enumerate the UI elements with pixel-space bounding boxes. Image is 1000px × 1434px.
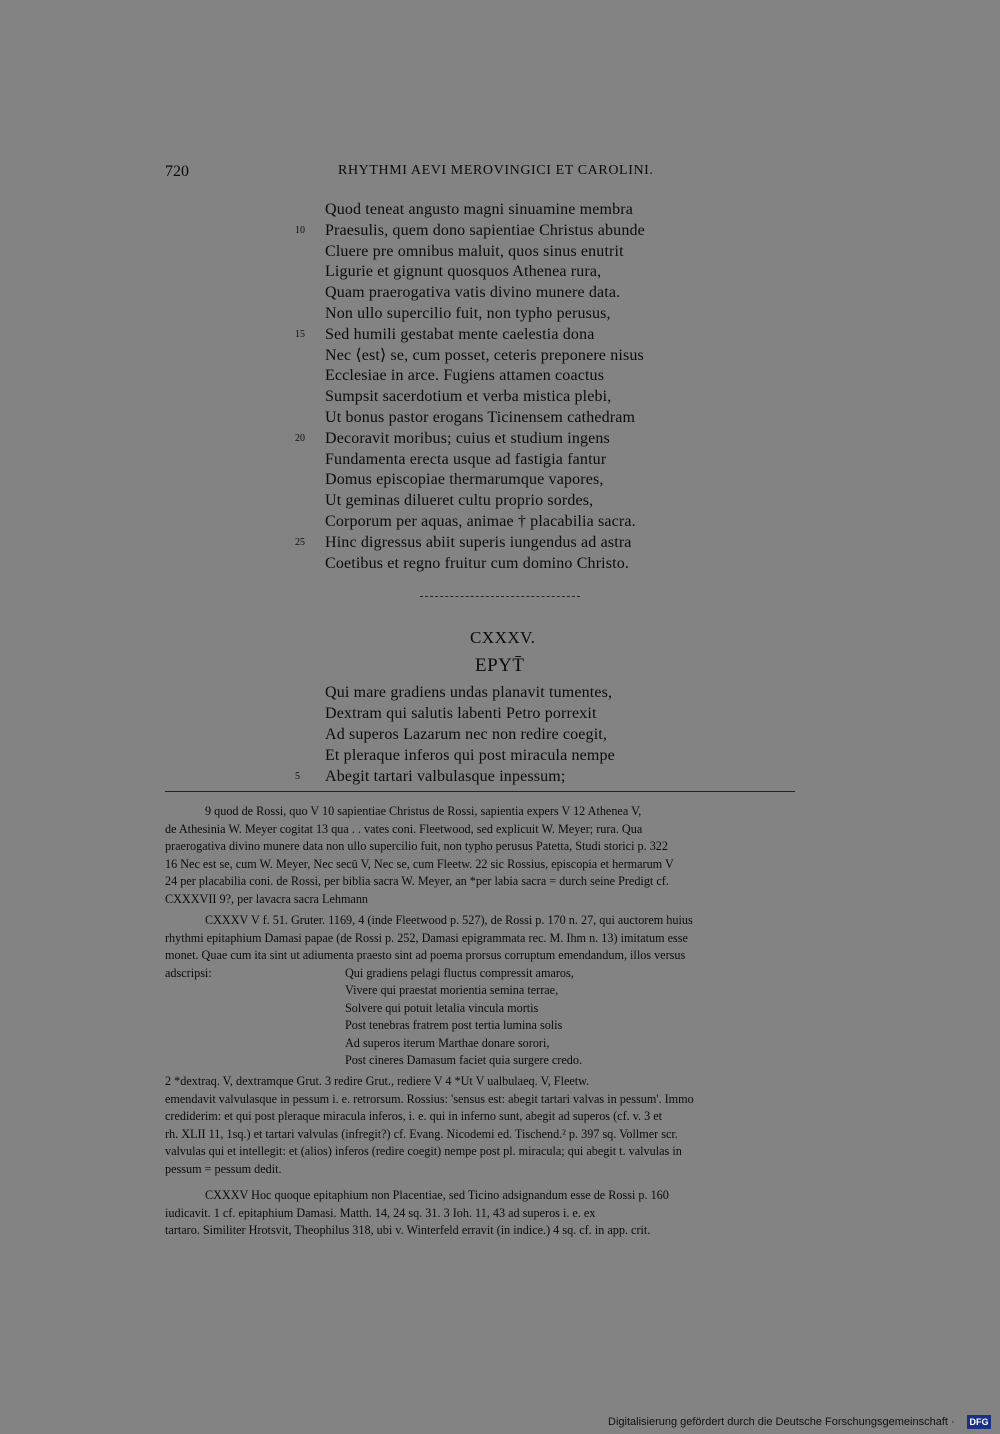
dfg-logo: DFG xyxy=(967,1415,991,1429)
note-line: 9 quod de Rossi, quo V 10 sapientiae Christus de Rossi, sapientia expers V 12 Athenea V, xyxy=(205,804,642,818)
note-line: monet. Quae cum ita sint ut adiumenta praesto sint ad poema prorsus corruptum emendandum, illos versus xyxy=(165,948,686,962)
note-line: 16 Nec est se, cum W. Meyer, Nec secū V, Nec se, cum Fleetw. 22 sic Rossius, episcopia et hermarum V xyxy=(165,856,674,871)
note-line: iudicavit. 1 cf. epitaphium Damasi. Matth. 14, 24 sq. 31. 3 Ioh. 11, 43 ad superos i. e. ex xyxy=(165,1205,596,1220)
note-line: crediderim: et qui post pleraque miracula inferos, i. e. qui in inferno sunt, abegit ad superos (cf. v. 3 et xyxy=(165,1109,663,1123)
note-line: CXXXVII 9?, per lavacra sacra Lehmann xyxy=(165,891,369,906)
verse-line: Quod teneat angusto magni sinuamine membra xyxy=(325,201,634,218)
verse-line: Quam praerogativa vatis divino munere data. xyxy=(325,284,621,302)
verse-line: Coetibus et regno fruitur cum domino Christo. xyxy=(325,554,630,572)
verse-line: Ecclesiae in arce. Fugiens attamen coactus xyxy=(325,367,605,385)
verse-line: Non ullo supercilio fuit, non typho perusus, xyxy=(325,305,611,322)
line-number: 25 xyxy=(295,536,305,548)
apparatus-notes-2 xyxy=(165,912,837,1070)
note-line: 24 per placabilia coni. de Rossi, per biblia sacra W. Meyer, an *per labia sacra = durch seine Predigt cf. xyxy=(165,874,669,888)
note-line: pessum = pessum dedit. xyxy=(165,1161,282,1176)
note-line: valvulas qui et intellegit: et (alios) inferos (redire coegit) nempe post pl. miracula; qui abegit t. valvulas in xyxy=(165,1144,682,1158)
note-line: 2 *dextraq. V, dextramque Grut. 3 redire Grut., rediere V 4 *Ut V ualbulaeq. V, Fleetw. xyxy=(165,1074,590,1088)
verse-line: Decoravit moribus; cuius et studium ingens xyxy=(325,429,610,447)
line-number: 20 xyxy=(295,432,305,444)
verse-line: Corporum per aquas, animae † placabilia sacra. xyxy=(325,513,636,530)
section-separator xyxy=(420,596,580,597)
quoted-verse: Post cineres Damasum faciet quia surgere credo. xyxy=(345,1053,583,1067)
running-title: RHYTHMI AEVI MEROVINGICI ET CAROLINI. xyxy=(338,163,654,178)
quoted-verse: Vivere qui praestat morientia semina terrae, xyxy=(345,983,559,997)
line-number: 5 xyxy=(295,771,300,782)
note-line: tartaro. Similiter Hrotsvit, Theophilus 318, ubi v. Winterfeld erravit (in indice.) 4 sq. cf. in app. crit. xyxy=(165,1223,651,1237)
quoted-verse: Qui gradiens pelagi fluctus compressit amaros, xyxy=(345,965,574,980)
line-number: 10 xyxy=(295,224,305,236)
verse-line: Dextram qui salutis labenti Petro porrexit xyxy=(325,705,597,722)
note-line: de Athesinia W. Meyer cogitat 13 qua . . vates coni. Fleetwood, sed explicuit W. Meyer; rura. Qua xyxy=(165,821,643,836)
apparatus-notes-3 xyxy=(165,1073,837,1178)
note-line: CXXXV Hoc quoque epitaphium non Placentiae, sed Ticino adsignandum esse de Rossi p. 160 xyxy=(205,1188,669,1202)
verse-line: Domus episcopiae thermarumque vapores, xyxy=(325,471,604,489)
note-line: rhythmi epitaphium Damasi papae (de Rossi p. 252, Damasi epigrammata rec. M. Ihm n. 13) imitatum esse xyxy=(165,930,688,945)
apparatus-notes-1 xyxy=(165,803,837,908)
verse-line: Qui mare gradiens undas planavit tumentes, xyxy=(325,684,613,701)
verse-line: Praesulis, quem dono sapientiae Christus abunde xyxy=(325,221,645,239)
verse-line: Ut geminas dilueret cultu proprio sordes, xyxy=(325,492,594,510)
verse-line: Abegit tartari valbulasque inpessum; xyxy=(325,768,566,785)
footer-credit: Digitalisierung gefördert durch die Deutsche Forschungsgemeinschaft · xyxy=(608,1416,955,1428)
verse-line: Hinc digressus abiit superis iungendus ad astra xyxy=(325,533,632,551)
verse-line: Sed humili gestabat mente caelestia dona xyxy=(325,325,595,343)
verse-line: Ut bonus pastor erogans Ticinensem cathedram xyxy=(325,409,636,426)
section-numeral: CXXXV. xyxy=(470,628,536,647)
verse-line: Cluere pre omnibus maluit, quos sinus enutrit xyxy=(325,242,624,260)
note-line: rh. XLII 11, 1sq.) et tartari valvulas (infregit?) cf. Evang. Nicodemi ed. Tischend.² p. 397 sq. Vollmer scr. xyxy=(165,1126,678,1141)
quoted-verse: Solvere qui potuit letalia vincula mortis xyxy=(345,1000,539,1015)
note-line: adscripsi: xyxy=(165,965,212,980)
verse-line: Et pleraque inferos qui post miracula nempe xyxy=(325,747,615,764)
quoted-verse: Post tenebras fratrem post tertia lumina solis xyxy=(345,1018,563,1032)
verse-line: Nec ⟨est⟩ se, cum posset, ceteris preponere nisus xyxy=(325,346,644,364)
verse-line: Ligurie et gignunt quosquos Athenea rura, xyxy=(325,263,602,281)
apparatus-notes-4 xyxy=(165,1187,837,1240)
footnote-rule xyxy=(165,791,795,792)
verse-line: Ad superos Lazarum nec non redire coegit, xyxy=(325,726,608,743)
verse-line: Sumpsit sacerdotium et verba mistica plebi, xyxy=(325,388,612,406)
section-title: EPYT̄ xyxy=(475,655,525,676)
note-line: praerogativa divino munere data non ullo supercilio fuit, non typho perusus Patetta, Studi storici p. 322 xyxy=(165,839,668,853)
quoted-verse: Ad superos iterum Marthae donare sorori, xyxy=(345,1035,550,1050)
page-number: 720 xyxy=(165,163,189,180)
line-number: 15 xyxy=(295,328,305,340)
verse-line: Fundamenta erecta usque ad fastigia fantur xyxy=(325,450,607,468)
note-line: emendavit valvulasque in pessum i. e. retrorsum. Rossius: 'sensus est: abegit tartari valvas in pessum'. Immo xyxy=(165,1091,694,1106)
note-line: CXXXV V f. 51. Gruter. 1169, 4 (inde Fleetwood p. 527), de Rossi p. 170 n. 27, qui auctorem huius xyxy=(205,913,693,927)
